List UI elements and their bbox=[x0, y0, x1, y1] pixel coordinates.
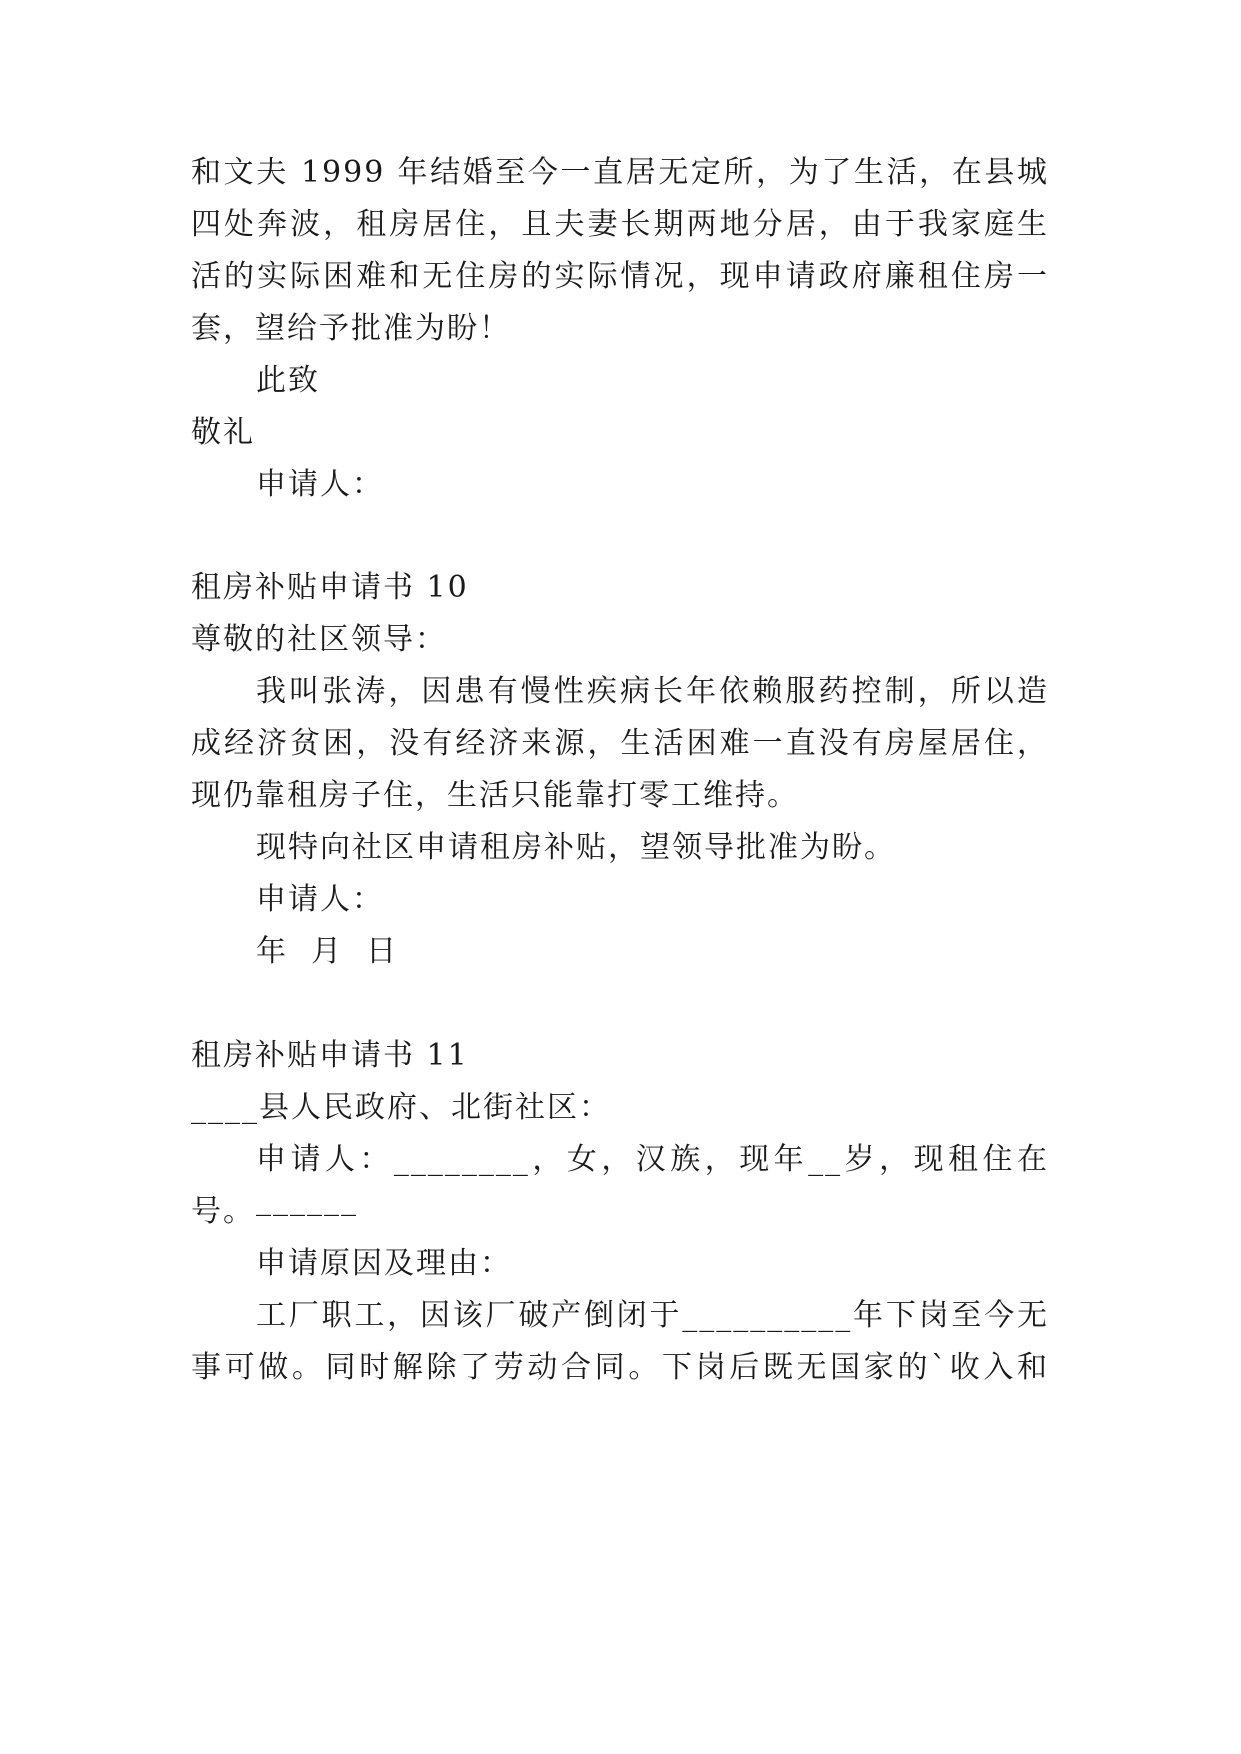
paragraph-line: 事可做。同时解除了劳动合同。下岗后既无国家的`收入和 bbox=[191, 1350, 1049, 1385]
paragraph-line: 号。 bbox=[191, 1194, 255, 1229]
paragraph-line: 我叫张涛，因患有慢性疾病长年依赖服药控制，所以造 bbox=[256, 674, 1049, 709]
paragraph-line: 现仍靠租房子住，生活只能靠打零工维持。 bbox=[191, 778, 799, 813]
paragraph-line: 四处奔波，租房居住，且夫妻长期两地分居，由于我家庭生 bbox=[191, 207, 1049, 242]
greeting: ____县人民政府、北街社区： bbox=[191, 1090, 611, 1125]
applicant-label: 申请人： bbox=[256, 882, 384, 917]
applicant-info-line: 申请人：________，女，汉族，现年__岁，现租住在______ bbox=[256, 1142, 1049, 1217]
greeting: 尊敬的社区领导： bbox=[191, 622, 447, 657]
date-line: 年 月 日 bbox=[256, 934, 399, 969]
paragraph-line: 工厂职工，因该厂破产倒闭于__________年下岗至今无 bbox=[256, 1298, 1049, 1333]
paragraph-line: 成经济贫困，没有经济来源，生活困难一直没有房屋居住， bbox=[191, 726, 1049, 761]
reason-heading: 申请原因及理由： bbox=[256, 1246, 512, 1281]
section-title: 租房补贴申请书 10 bbox=[191, 570, 469, 605]
closing-salutation: 此致 bbox=[256, 363, 320, 398]
closing-regards: 敬礼 bbox=[191, 415, 255, 450]
paragraph-line: 和文夫 1999 年结婚至今一直居无定所，为了生活，在县城 bbox=[191, 155, 1049, 190]
paragraph-line: 套，望给予批准为盼！ bbox=[191, 311, 511, 346]
section-title: 租房补贴申请书 11 bbox=[191, 1038, 469, 1073]
paragraph-line: 现特向社区申请租房补贴，望领导批准为盼。 bbox=[256, 830, 896, 865]
paragraph-line: 活的实际困难和无住房的实际情况，现申请政府廉租住房一 bbox=[191, 259, 1049, 294]
applicant-label: 申请人： bbox=[256, 467, 384, 502]
